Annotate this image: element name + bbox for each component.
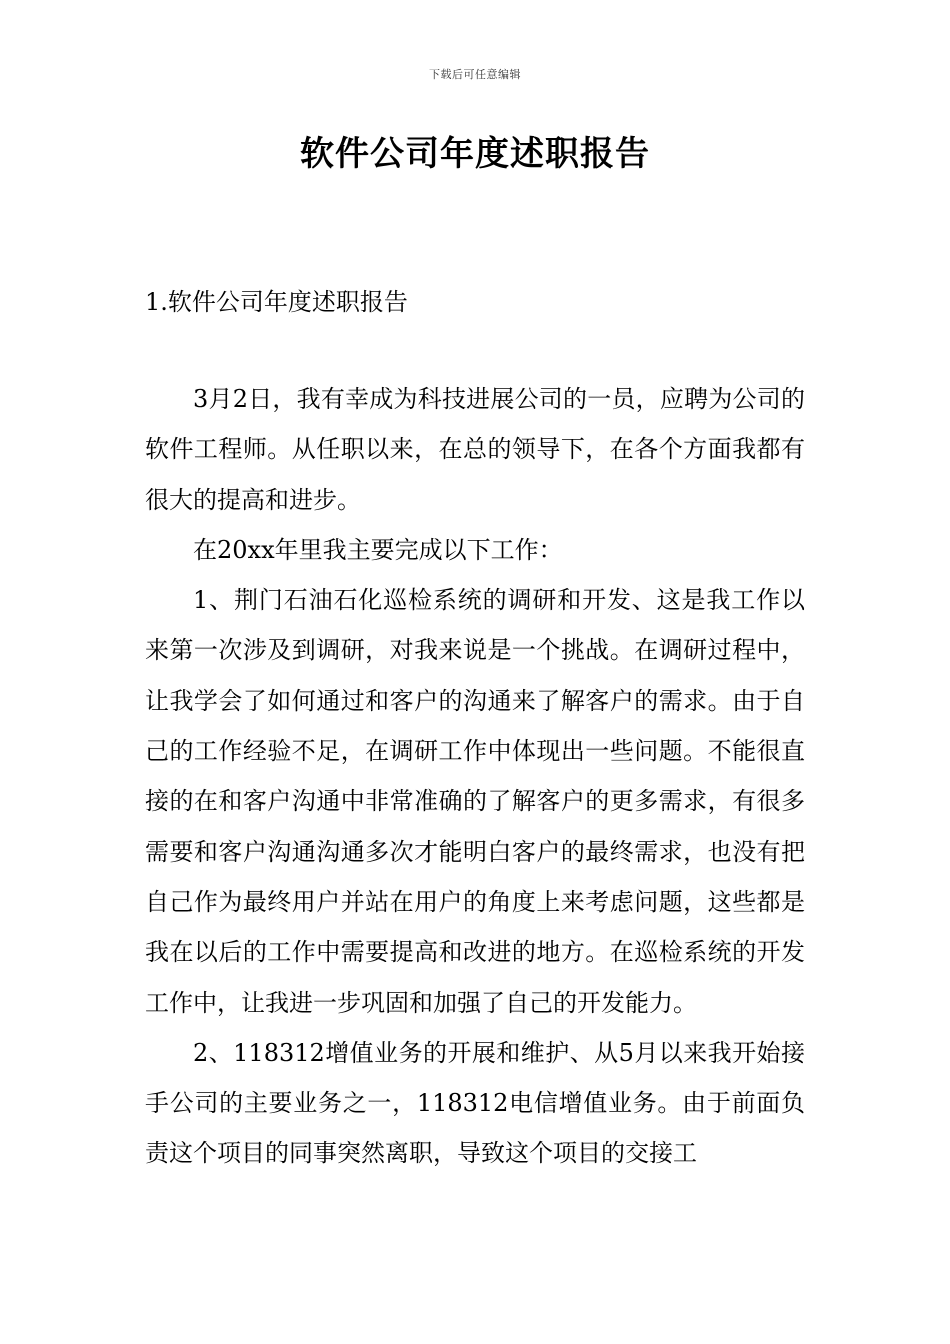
body-text bbox=[145, 374, 805, 1179]
paragraph: 2、118312增值业务的开展和维护、从5月以来我开始接手公司的主要业务之一，118312电信增值业务。由于前面负责这个项目的同事突然离职，导致这个项目的交接工 bbox=[145, 1038, 805, 1168]
paragraph: 3月2日，我有幸成为科技进展公司的一员，应聘为公司的软件工程师。从任职以来，在总的领导下，在各个方面我都有很大的提高和进步。 bbox=[145, 385, 805, 514]
section-heading: 1.软件公司年度述职报告 bbox=[145, 288, 408, 316]
paragraph: 在20xx年里我主要完成以下工作： bbox=[193, 535, 563, 564]
paragraph: 1、荆门石油石化巡检系统的调研和开发、这是我工作以来第一次涉及到调研，对我来说是一个挑战。在调研过程中，让我学会了如何通过和客户的沟通来了解客户的需求。由于自己的工作经验不足，在调研工作中体现出一些问题。不能很直接的在和客户沟通中非常准确的了解客户的更多需求，有很多需要和客户沟通沟通多次才能明白客户的最终需求，也没有把自己作为最终用户并站在用户的角度上来考虑问题，这些都是我在以后的工作中需要提高和改进的地方。在巡检系统的开发工作中，让我进一步巩固和加强了自己的开发能力。 bbox=[145, 586, 805, 1017]
header-note: 下载后可任意编辑 bbox=[429, 68, 521, 81]
document-title: 软件公司年度述职报告 bbox=[300, 134, 650, 174]
